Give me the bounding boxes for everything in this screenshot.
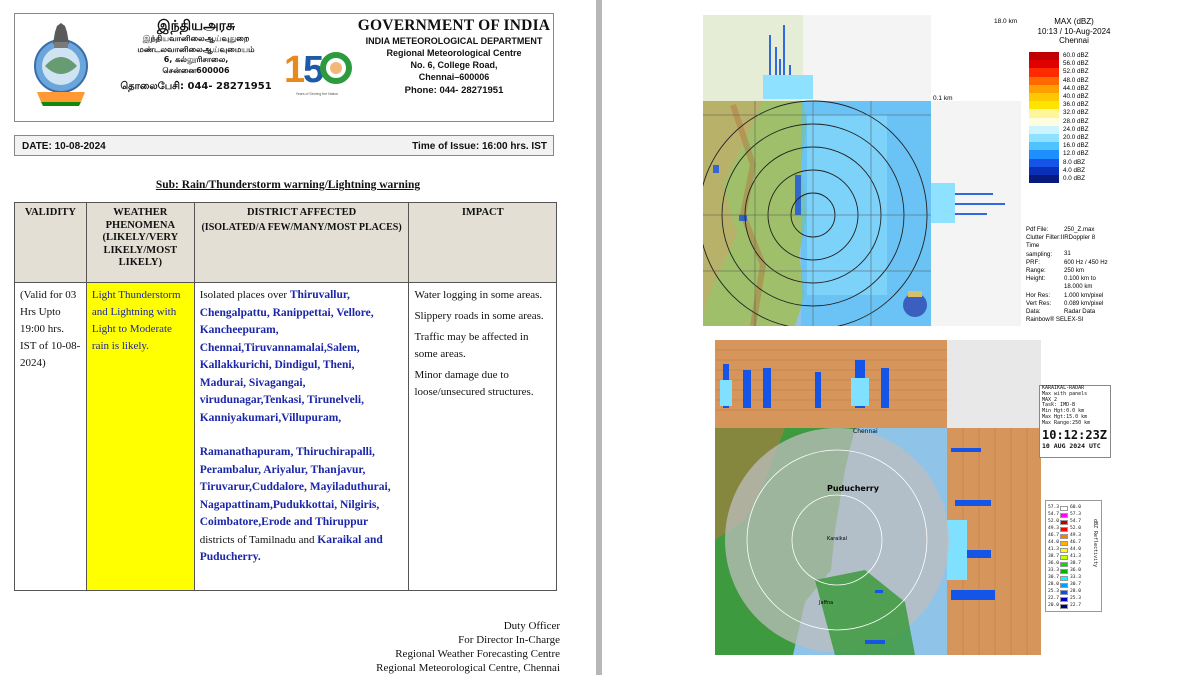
scale-swatch (1029, 175, 1059, 183)
district-intro: Isolated places over (199, 289, 290, 301)
scale-swatch (1029, 142, 1059, 150)
district-mid: districts of Tamilnadu and (199, 533, 318, 546)
legend-entry (1048, 512, 1092, 519)
scale-entry (1029, 134, 1091, 142)
scale-label: 40.0 dBZ (1063, 93, 1089, 100)
scale-swatch (1029, 150, 1059, 158)
metadata-row (1026, 267, 1123, 275)
scale-label: 4.0 dBZ (1063, 166, 1086, 174)
metadata-value: 250_Z.max (1064, 226, 1095, 233)
impact-item: Traffic may be affected in some areas. (414, 331, 529, 360)
legend-min: 28.0 (1048, 582, 1060, 587)
subject-line: Sub: Rain/Thunderstorm warning/Lightning warning (155, 179, 421, 191)
scale-label: 52.0 dBZ (1063, 68, 1089, 76)
legend-swatch (1060, 583, 1068, 589)
chennai-radar-image (703, 15, 1123, 326)
phenomena-cell: Light Thunderstorm and Lightning with Light to Moderate rain is likely. (86, 283, 194, 591)
info-line: Max Range:250 km (1042, 419, 1091, 426)
signature-line: Regional Meteorological Centre, Chennai (376, 662, 560, 674)
legend-swatch (1060, 506, 1068, 512)
legend-min: 36.0 (1048, 561, 1060, 566)
tamil-line: மண்டலவானிலைஆய்வுமையம் (137, 44, 255, 54)
tamil-phone: தொலைபேசி: 044- 28271951 (120, 81, 272, 92)
scale-swatch (1029, 134, 1059, 142)
scale-entry (1029, 85, 1091, 93)
legend-entry (1048, 526, 1092, 533)
legend-min: 38.7 (1048, 554, 1060, 559)
legend-swatch (1060, 527, 1068, 533)
legend-swatch (1060, 590, 1068, 596)
metadata-value: 600 Hz / 450 Hz (1064, 258, 1108, 266)
scale-entry (1029, 77, 1091, 85)
legend-min: 20.0 (1048, 603, 1060, 608)
radar-date: 10 AUG 2024 UTC (1042, 441, 1101, 450)
legend-swatch (1060, 513, 1068, 519)
radar1-title-block (1025, 17, 1123, 46)
radar1-datetime: 10:13 / 10-Aug-2024 (1037, 26, 1111, 36)
legend-entry (1048, 561, 1092, 568)
svg-text:1: 1 (284, 49, 306, 91)
scale-swatch (1029, 167, 1059, 175)
legend-max: 22.7 (1070, 603, 1082, 608)
scale-entry (1029, 60, 1091, 68)
metadata-key: Pdf File: (1026, 226, 1049, 233)
legend-unit: dBZ Reflectivity (1092, 519, 1098, 568)
legend-max: 57.3 (1070, 512, 1082, 517)
metadata-key: Rainbow® SELEX-SI (1026, 316, 1084, 324)
header-district (194, 203, 409, 283)
metadata-key: Vert Res: (1026, 299, 1052, 307)
scale-swatch (1029, 118, 1059, 126)
validity-cell: (Valid for 03 Hrs Upto 19:00 hrs. IST of 10-08-2024) (15, 283, 87, 591)
legend-min: 52.0 (1048, 519, 1060, 524)
government-title: GOVERNMENT OF INDIA (357, 17, 551, 34)
scale-swatch (1029, 159, 1059, 167)
legend-max: 38.7 (1070, 561, 1082, 566)
impact-item: Water logging in some areas. (414, 289, 543, 301)
scale-label: 60.0 dBZ (1063, 52, 1089, 59)
metadata-row (1026, 300, 1123, 308)
tamil-address (107, 18, 285, 93)
legend-min: 41.3 (1048, 547, 1060, 552)
legend-entry (1048, 533, 1092, 540)
scale-entry (1029, 150, 1091, 158)
scale-label: 56.0 dBZ (1063, 60, 1089, 68)
scale-swatch (1029, 68, 1059, 76)
radar1-station: Chennai (1059, 36, 1089, 45)
district-list-2: Ramanathapuram, Thiruchirapalli, Perambalur, Ariyalur, Thanjavur, Tiruvarur,Cuddalore, Mayiladuthurai, Nagapattinam,Pudukkottai, Nilgiris, Coimbatore,Erode and Thiruppur (199, 446, 391, 528)
scale-label: 16.0 dBZ (1063, 142, 1089, 150)
metadata-key: Time sampling: (1026, 242, 1053, 258)
info-line: Max Hgt:15.0 km (1042, 413, 1088, 420)
scale-label: 20.0 dBZ (1063, 134, 1089, 141)
header-validity: VALIDITY (15, 203, 87, 283)
legend-entry (1048, 603, 1092, 610)
legend-max: 41.3 (1070, 554, 1082, 559)
height-low-label: 0.1 km (933, 95, 953, 102)
scale-swatch (1029, 101, 1059, 109)
legend-swatch (1060, 548, 1068, 554)
metadata-row (1026, 242, 1123, 258)
scale-swatch (1029, 93, 1059, 101)
place-label: Chennai (853, 428, 878, 435)
page-divider (596, 0, 602, 675)
legend-min: 30.7 (1048, 575, 1060, 580)
radar1-title: MAX (dBZ) (1054, 17, 1094, 26)
scale-swatch (1029, 85, 1059, 93)
impact-cell (409, 283, 557, 591)
metadata-value: 250 km (1064, 267, 1084, 275)
header-impact: IMPACT (409, 203, 557, 283)
tamil-line: இந்தியவானிலைஆய்வுதுறை (142, 34, 250, 43)
scale-entry (1029, 101, 1091, 109)
legend-max: 52.0 (1070, 526, 1082, 531)
legend-entry (1048, 505, 1092, 512)
date-bar (14, 135, 554, 156)
legend-swatch (1060, 520, 1068, 526)
scale-label: 48.0 dBZ (1063, 76, 1089, 84)
scale-entry (1029, 126, 1091, 134)
legend-min: 49.3 (1048, 526, 1060, 531)
legend-max: 36.0 (1070, 568, 1082, 573)
warning-document (0, 0, 596, 675)
signature-line: Regional Weather Forecasting Centre (395, 648, 560, 660)
legend-min: 54.7 (1048, 512, 1060, 517)
district-subtitle: (ISOLATED/A FEW/MANY/MOST PLACES) (201, 221, 402, 233)
legend-min: 44.0 (1048, 540, 1060, 545)
legend-min: 33.3 (1048, 568, 1060, 573)
info-line: Max with panels (1042, 390, 1088, 397)
metadata-value: 0.089 km/pixel (1064, 299, 1104, 307)
metadata-value: 18.000 km (1064, 283, 1093, 291)
signature-line: Duty Officer (503, 620, 560, 632)
district-title: DISTRICT AFFECTED (246, 207, 357, 218)
impact-item: Minor damage due to loose/unsecured structures. (414, 369, 534, 398)
metadata-value: 1.000 km/pixel (1064, 291, 1104, 299)
issue-date: DATE: 10-08-2024 (22, 141, 106, 152)
metadata-key: Hor Res: (1026, 291, 1051, 299)
svg-text:5: 5 (303, 49, 325, 91)
info-line: KARAIKAL-RADAR (1042, 385, 1085, 391)
legend-max: 28.0 (1070, 589, 1082, 594)
signature-block (376, 619, 560, 675)
impact-item: Slippery roads in some areas. (414, 310, 544, 322)
legend-swatch (1060, 604, 1068, 610)
scale-label: 8.0 dBZ (1063, 158, 1086, 166)
metadata-key: Range: (1026, 267, 1046, 275)
table-header-row (15, 203, 557, 283)
legend-entry (1048, 582, 1092, 589)
district-list-3: Karaikal and Puducherry. (199, 533, 383, 563)
imd-150-logo-icon (281, 40, 353, 92)
scale-label: 36.0 dBZ (1063, 101, 1089, 109)
table-row (15, 283, 557, 591)
metadata-key: Height: (1026, 275, 1046, 283)
district-cell (194, 283, 409, 591)
phone-line: Phone: 044- 28271951 (404, 85, 504, 96)
scale-entry (1029, 68, 1091, 76)
scale-swatch (1029, 52, 1059, 60)
radar1-metadata (1026, 226, 1123, 324)
info-line: Task: IMD-B (1042, 402, 1076, 409)
scale-swatch (1029, 77, 1059, 85)
legend-entry (1048, 596, 1092, 603)
legend-max: 60.0 (1070, 505, 1082, 510)
place-label: Karaikal (827, 536, 848, 542)
scale-entry (1029, 175, 1091, 183)
legend-entry (1048, 575, 1092, 582)
scale-label: 24.0 dBZ (1063, 125, 1089, 133)
legend-swatch (1060, 555, 1068, 561)
metadata-row (1026, 316, 1123, 324)
scale-label: 44.0 dBZ (1063, 84, 1089, 92)
metadata-row (1026, 308, 1123, 316)
legend-max: 49.3 (1070, 533, 1082, 538)
scale-entry (1029, 52, 1091, 60)
legend-entry (1048, 519, 1092, 526)
legend-entry (1048, 540, 1092, 547)
scale-label: 0.0 dBZ (1063, 175, 1086, 182)
address-line: Chennai–600006 (418, 72, 490, 82)
place-label: Puducherry (827, 484, 879, 493)
legend-min: 25.3 (1048, 589, 1060, 594)
metadata-row (1026, 292, 1123, 300)
scale-label: 32.0 dBZ (1063, 109, 1089, 117)
signature-line: For Director In-Charge (458, 634, 560, 646)
info-line: MAX_2 (1042, 396, 1058, 403)
address-line: No. 6, College Road, (410, 60, 498, 70)
district-list-1: Thiruvallur, Chengalpattu, Ranippettai, Vellore, Kancheepuram, Chennai,Tiruvannamalai,Salem, Kallakkurichi, Dindigul, Theni, Madurai, Sivagangai, virudunagar,Tenkasi, Tirunelveli, Kanniyakumari,Villupuram, (199, 289, 374, 424)
legend-entry (1048, 554, 1092, 561)
info-line: Min Hgt:0.0 km (1042, 408, 1085, 415)
issue-time: Time of Issue: 16:00 hrs. IST (412, 141, 547, 152)
metadata-value: Radar Data (1064, 308, 1096, 316)
metadata-value: 0.100 km to (1064, 275, 1096, 283)
metadata-key: Data: (1026, 308, 1041, 316)
legend-max: 44.0 (1070, 547, 1082, 552)
legend-entry (1048, 547, 1092, 554)
legend-swatch (1060, 576, 1068, 582)
warning-table (14, 202, 557, 591)
metadata-value: IIRDoppler 8 (1060, 234, 1096, 242)
place-label: Jaffna (819, 600, 834, 606)
legend-max: 46.7 (1070, 540, 1082, 545)
state-emblem-icon (31, 18, 91, 108)
tamil-line: சென்னை600006 (162, 65, 230, 75)
metadata-row (1026, 226, 1123, 234)
address-line: Regional Meteorological Centre (386, 48, 522, 58)
scale-swatch (1029, 109, 1059, 117)
imd-150-logo (281, 40, 353, 100)
legend-min: 22.7 (1048, 596, 1060, 601)
header-weather: WEATHER PHENOMENA (LIKELY/VERY LIKELY/MOST LIKELY) (86, 203, 194, 283)
scale-entry (1029, 167, 1091, 175)
scale-label: 12.0 dBZ (1063, 150, 1089, 158)
department-line: INDIA METEOROLOGICAL DEPARTMENT (365, 36, 543, 46)
metadata-key: PRF: (1026, 258, 1040, 266)
legend-swatch (1060, 534, 1068, 540)
legend-max: 30.7 (1070, 582, 1082, 587)
scale-entry (1029, 159, 1091, 167)
legend-entry (1048, 589, 1092, 596)
metadata-value: 31 (1064, 250, 1071, 258)
karaikal-legend (1045, 500, 1102, 612)
scale-label: 28.0 dBZ (1063, 117, 1089, 125)
scale-swatch (1029, 60, 1059, 68)
legend-entry (1048, 568, 1092, 575)
metadata-row (1026, 283, 1123, 291)
metadata-row (1026, 234, 1123, 242)
legend-swatch (1060, 541, 1068, 547)
english-address (356, 17, 552, 96)
legend-max: 54.7 (1070, 519, 1082, 524)
metadata-key: Clutter Filter: (1026, 234, 1061, 242)
legend-swatch (1060, 562, 1068, 568)
legend-max: 25.3 (1070, 596, 1082, 601)
karaikal-info-box (1039, 385, 1111, 458)
legend-min: 46.7 (1048, 533, 1060, 538)
height-top-label: 18.0 km (994, 18, 1018, 25)
scale-entry (1029, 142, 1091, 150)
legend-max: 33.3 (1070, 575, 1082, 580)
metadata-row (1026, 259, 1123, 267)
scale-entry (1029, 109, 1091, 117)
tamil-title: இந்தியஅரசு (157, 18, 235, 34)
legend-swatch (1060, 569, 1068, 575)
scale-entry (1029, 93, 1091, 101)
tamil-line: 6, கல்லூரிசாலை, (163, 55, 229, 64)
letterhead (14, 13, 554, 122)
scale-swatch (1029, 126, 1059, 134)
scale-entry (1029, 118, 1091, 126)
legend-min: 57.3 (1048, 505, 1060, 510)
logo-caption: Years of Serving the Nation (295, 92, 339, 96)
metadata-row (1026, 275, 1123, 283)
radar-time: 10:12:23Z (1042, 427, 1108, 442)
legend-swatch (1060, 597, 1068, 603)
